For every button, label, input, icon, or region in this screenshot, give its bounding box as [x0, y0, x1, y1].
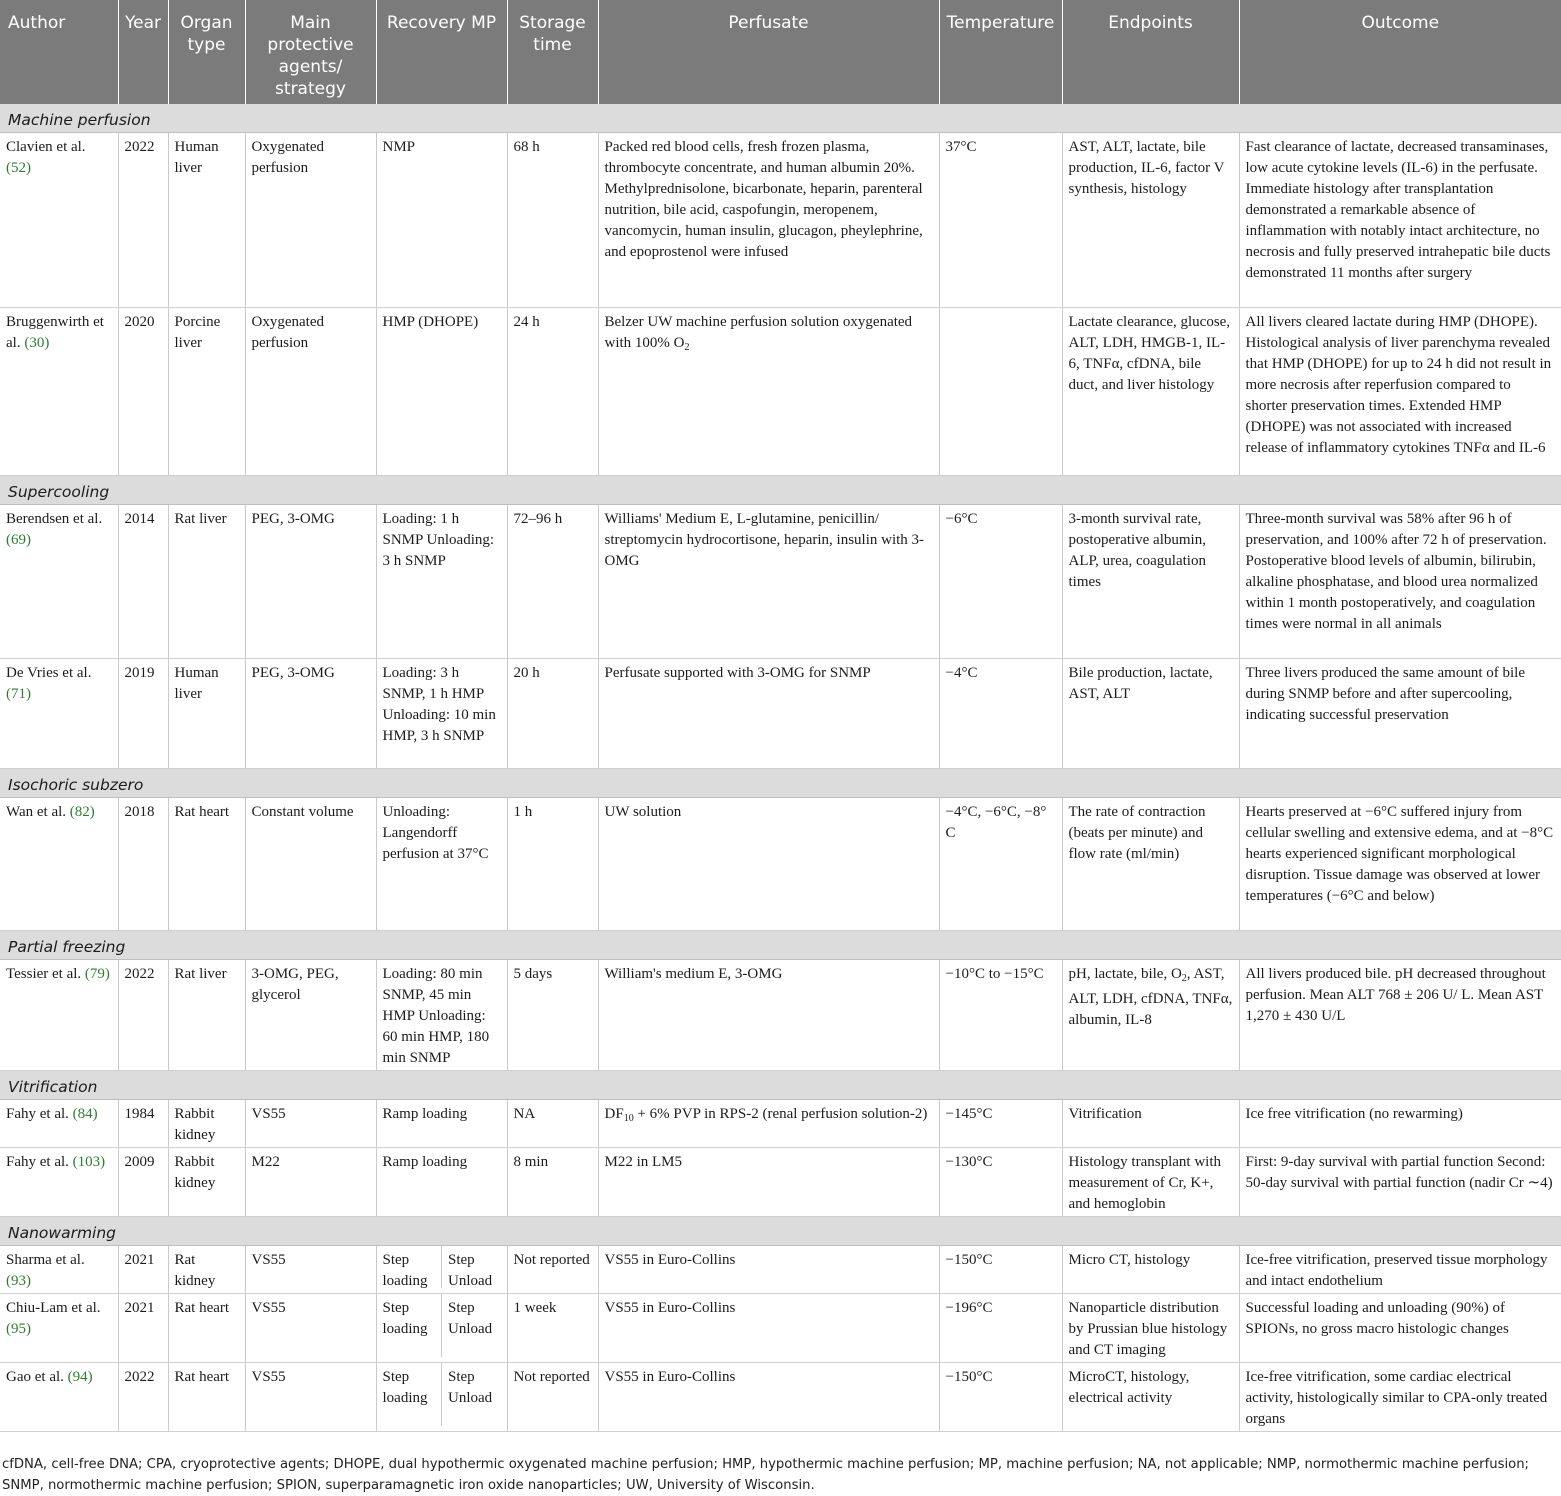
section-row [0, 769, 1561, 798]
storage-cell: 8 min [507, 1148, 598, 1217]
storage-cell: 72–96 h [507, 505, 598, 659]
year-cell: 2018 [118, 798, 168, 931]
storage-cell: Not reported [507, 1363, 598, 1432]
temperature-cell: −6°C [939, 505, 1062, 659]
section-row [0, 1071, 1561, 1100]
year-cell: 2009 [118, 1148, 168, 1217]
storage-cell: 1 h [507, 798, 598, 931]
reference-link[interactable]: (79) [84, 966, 110, 982]
storage-cell: 5 days [507, 960, 598, 1071]
recovery-cell [376, 1363, 507, 1432]
col-outcome: Outcome [1239, 0, 1561, 104]
reference-link[interactable]: (71) [6, 686, 31, 702]
author-cell: De Vries et al. (71) [0, 659, 118, 769]
section-row [0, 1217, 1561, 1246]
col-temperature: Temperature [939, 0, 1062, 104]
storage-cell: NA [507, 1100, 598, 1148]
author-cell: Gao et al. (94) [0, 1363, 118, 1432]
organ-cell: Human liver [168, 659, 245, 769]
section-title: Machine perfusion [0, 104, 1561, 133]
agents-cell: VS55 [245, 1363, 376, 1432]
outcome-cell: All livers cleared lactate during HMP (DHOPE). Histological analysis of liver parenchyma revealed that HMP (DHOPE) for up to 24 h did not result in more necrosis after reperfusion compared to shorter preservation times. Extended HMP (DHOPE) was not associated with increased release of inflammatory cytokines TNFα and IL-6 [1239, 308, 1561, 476]
organ-cell: Rat kidney [168, 1246, 245, 1294]
outcome-cell: Fast clearance of lactate, decreased transaminases, low acute cytokine levels (IL-6) in the perfusate. Immediate histology after transplantation demonstrated a remarkable absence of inflammation with notably intact architecture, no necrosis and fully preserved intrahepatic bile ducts demonstrated 11 months after surgery [1239, 133, 1561, 308]
col-organ-type: Organ type [168, 0, 245, 104]
temperature-cell: −196°C [939, 1294, 1062, 1363]
storage-cell: Not reported [507, 1246, 598, 1294]
outcome-cell: First: 9-day survival with partial function Second: 50-day survival with partial function (nadir Cr ∼4) [1239, 1148, 1561, 1217]
recovery-cell: HMP (DHOPE) [376, 308, 507, 476]
perfusate-cell: VS55 in Euro-Collins [598, 1246, 939, 1294]
organ-cell: Rat liver [168, 505, 245, 659]
recovery-unload: Step Unload [448, 1369, 493, 1406]
table-row [0, 1363, 1561, 1432]
table-row [0, 1294, 1561, 1363]
recovery-load: Step loading [377, 1246, 443, 1288]
storage-cell: 20 h [507, 659, 598, 769]
section-row [0, 931, 1561, 960]
year-cell: 2019 [118, 659, 168, 769]
table-row [0, 659, 1561, 769]
col-year: Year [118, 0, 168, 104]
perfusate-cell: Perfusate supported with 3-OMG for SNMP [598, 659, 939, 769]
perfusate-cell: VS55 in Euro-Collins [598, 1363, 939, 1432]
author-cell: Chiu-Lam et al. (95) [0, 1294, 118, 1363]
outcome-cell: Ice-free vitrification, preserved tissue morphology and intact endothelium [1239, 1246, 1561, 1294]
author-cell: Clavien et al. (52) [0, 133, 118, 308]
recovery-cell: Loading: 3 h SNMP, 1 h HMP Unloading: 10 min HMP, 3 h SNMP [376, 659, 507, 769]
recovery-cell: Loading: 1 h SNMP Unloading: 3 h SNMP [376, 505, 507, 659]
agents-cell: PEG, 3-OMG [245, 505, 376, 659]
reference-link[interactable]: (69) [6, 532, 31, 548]
perfusate-cell: Williams' Medium E, L-glutamine, penicillin/ streptomycin hydrocortisone, heparin, insulin with 3-OMG [598, 505, 939, 659]
reference-link[interactable]: (30) [24, 335, 50, 351]
perfusate-cell: $DF_{10} + 6\%$ PVP in RPS-2 (renal perfusion solution-2) [598, 1100, 939, 1148]
storage-cell: 1 week [507, 1294, 598, 1363]
outcome-cell: Ice-free vitrification, some cardiac electrical activity, histologically similar to CPA-only treated organs [1239, 1363, 1561, 1432]
year-cell: 1984 [118, 1100, 168, 1148]
year-cell: 2022 [118, 133, 168, 308]
table-row [0, 798, 1561, 931]
reference-link[interactable]: (82) [69, 804, 95, 820]
agents-cell: M22 [245, 1148, 376, 1217]
author-cell: Bruggenwirth et al. (30) [0, 308, 118, 476]
endpoints-cell: AST, ALT, lactate, bile production, IL-6, factor V synthesis, histology [1062, 133, 1239, 308]
recovery-cell: NMP [376, 133, 507, 308]
year-cell: 2022 [118, 960, 168, 1071]
table-row [0, 1100, 1561, 1148]
organ-cell: Human liver [168, 133, 245, 308]
organ-cell: Rat heart [168, 798, 245, 931]
table-row [0, 960, 1561, 1071]
organ-cell: Rabbit kidney [168, 1148, 245, 1217]
storage-cell: 68 h [507, 133, 598, 308]
temperature-cell: −4°C, −6°C, −8° C [939, 798, 1062, 931]
outcome-cell: Hearts preserved at −6°C suffered injury from cellular swelling and extensive edema, and at −8°C hearts experienced significant morphological disruption. Tissue damage was observed at lower temperatures (−6°C and below) [1239, 798, 1561, 931]
endpoints-cell: Lactate clearance, glucose, ALT, LDH, HMGB-1, IL-6, TNFα, cfDNA, bile duct, and liver histology [1062, 308, 1239, 476]
endpoints-cell: Micro CT, histology [1062, 1246, 1239, 1294]
table-row [0, 505, 1561, 659]
author-cell: Tessier et al. (79) [0, 960, 118, 1071]
recovery-cell: Loading: 80 min SNMP, 45 min HMP Unloading: 60 min HMP, 180 min SNMP [376, 960, 507, 1071]
outcome-cell: Successful loading and unloading (90%) of SPIONs, no gross macro histologic changes [1239, 1294, 1561, 1363]
temperature-cell: −150°C [939, 1246, 1062, 1294]
year-cell: 2022 [118, 1363, 168, 1432]
section-title: Vitrification [0, 1071, 1561, 1100]
temperature-cell: −4°C [939, 659, 1062, 769]
agents-cell: PEG, 3-OMG [245, 659, 376, 769]
agents-cell: Oxygenated perfusion [245, 308, 376, 476]
table-footnote: cfDNA, cell-free DNA; CPA, cryoprotective agents; DHOPE, dual hypothermic oxygenated machine perfusion; HMP, hypothermic machine perfusion; MP, machine perfusion; NA, not applicable; NMP, normothermic machine perfusion; SNMP, normothermic machine perfusion; SPION, superparamagnetic iron oxide nanoparticles; UW, University of Wisconsin. [2, 1457, 1529, 1493]
section-title: Partial freezing [0, 931, 1561, 960]
temperature-cell: −130°C [939, 1148, 1062, 1217]
reference-link[interactable]: (103) [72, 1154, 106, 1170]
author-cell: Berendsen et al. (69) [0, 505, 118, 659]
temperature-cell: −150°C [939, 1363, 1062, 1432]
author-cell: Sharma et al. (93) [0, 1246, 118, 1294]
endpoints-cell: 3-month survival rate, postoperative albumin, ALP, urea, coagulation times [1062, 505, 1239, 659]
temperature-cell: −145°C [939, 1100, 1062, 1148]
temperature-cell: 37°C [939, 133, 1062, 308]
recovery-cell: Unloading: Langendorff perfusion at 37°C [376, 798, 507, 931]
col-author: Author [0, 0, 118, 104]
author-cell: Fahy et al. (84) [0, 1100, 118, 1148]
reference-link[interactable]: (93) [6, 1273, 31, 1289]
year-cell: 2021 [118, 1246, 168, 1294]
temperature-cell [939, 308, 1062, 476]
recovery-unload: Step Unload [448, 1252, 493, 1289]
table-row [0, 1246, 1561, 1294]
organ-cell: Rat heart [168, 1294, 245, 1363]
recovery-load: Step loading [377, 1363, 443, 1426]
year-cell: 2014 [118, 505, 168, 659]
col-endpoints: Endpoints [1062, 0, 1239, 104]
organ-cell: Rat liver [168, 960, 245, 1071]
recovery-cell: Ramp loading [376, 1148, 507, 1217]
organ-cell: Porcine liver [168, 308, 245, 476]
agents-cell: 3-OMG, PEG, glycerol [245, 960, 376, 1071]
col-recovery-mp: Recovery MP [376, 0, 507, 104]
endpoints-cell: The rate of contraction (beats per minute) and flow rate (ml/min) [1062, 798, 1239, 931]
perfusate-cell: Packed red blood cells, fresh frozen plasma, thrombocyte concentrate, and human albumin 20%. Methylprednisolone, bicarbonate, heparin, parenteral nutrition, bile acid, caspofungin, meropenem, vancomycin, human insulin, glucagon, pheylephrine, and epoprostenol were infused [598, 133, 939, 308]
outcome-cell: All livers produced bile. pH decreased throughout perfusion. Mean ALT 768 ± 206 U/ L. Mean AST 1,270 ± 430 U/L [1239, 960, 1561, 1071]
perfusate-cell: M22 in LM5 [598, 1148, 939, 1217]
temperature-cell: −10°C to −15°C [939, 960, 1062, 1071]
outcome-cell: Three-month survival was 58% after 96 h of preservation, and 100% after 72 h of preservation. Postoperative blood levels of albumin, bilirubin, alkaline phosphatase, and blood urea normalized within 1 month postoperatively, and coagulation times were normal in all animals [1239, 505, 1561, 659]
col-perfusate: Perfusate [598, 0, 939, 104]
organ-cell: Rat heart [168, 1363, 245, 1432]
endpoints-cell: Bile production, lactate, AST, ALT [1062, 659, 1239, 769]
section-title: Isochoric subzero [0, 769, 1561, 798]
perfusate-cell: VS55 in Euro-Collins [598, 1294, 939, 1363]
recovery-load: Step loading [377, 1294, 443, 1357]
outcome-cell: Ice free vitrification (no rewarming) [1239, 1100, 1561, 1148]
section-row [0, 104, 1561, 133]
agents-cell: VS55 [245, 1294, 376, 1363]
section-title: Nanowarming [0, 1217, 1561, 1246]
year-cell: 2021 [118, 1294, 168, 1363]
agents-cell: Oxygenated perfusion [245, 133, 376, 308]
table-row [0, 308, 1561, 476]
perfusate-cell: William's medium E, 3-OMG [598, 960, 939, 1071]
perfusate-cell: Belzer UW machine perfusion solution oxygenated with 100% $O_2$ [598, 308, 939, 476]
recovery-cell [376, 1246, 507, 1294]
endpoints-cell: Nanoparticle distribution by Prussian blue histology and CT imaging [1062, 1294, 1239, 1363]
organ-cell: Rabbit kidney [168, 1100, 245, 1148]
table-row [0, 1148, 1561, 1217]
header-row [0, 0, 1561, 104]
endpoints-cell: Histology transplant with measurement of Cr, K+, and hemoglobin [1062, 1148, 1239, 1217]
storage-cell: 24 h [507, 308, 598, 476]
recovery-cell [376, 1294, 507, 1363]
endpoints-cell: pH, lactate, bile, $O_2$, AST, ALT, LDH, cfDNA, TNFα, albumin, IL-8 [1062, 960, 1239, 1071]
agents-cell: VS55 [245, 1246, 376, 1294]
endpoints-cell: MicroCT, histology, electrical activity [1062, 1363, 1239, 1432]
endpoints-cell: Vitrification [1062, 1100, 1239, 1148]
author-cell: Wan et al. (82) [0, 798, 118, 931]
reference-link[interactable]: (52) [6, 160, 31, 176]
reference-link[interactable]: (84) [72, 1106, 98, 1122]
reference-link[interactable]: (95) [6, 1321, 31, 1337]
reference-link[interactable]: (94) [67, 1369, 93, 1385]
agents-cell: VS55 [245, 1100, 376, 1148]
col-agents: Main protective agents/ strategy [245, 0, 376, 104]
perfusate-cell: UW solution [598, 798, 939, 931]
outcome-cell: Three livers produced the same amount of bile during SNMP before and after supercooling, indicating successful preservation [1239, 659, 1561, 769]
agents-cell: Constant volume [245, 798, 376, 931]
section-row [0, 476, 1561, 505]
recovery-cell: Ramp loading [376, 1100, 507, 1148]
section-title: Supercooling [0, 476, 1561, 505]
recovery-unload: Step Unload [448, 1300, 493, 1337]
col-storage-time: Storage time [507, 0, 598, 104]
author-cell: Fahy et al. (103) [0, 1148, 118, 1217]
table-row [0, 133, 1561, 308]
year-cell: 2020 [118, 308, 168, 476]
